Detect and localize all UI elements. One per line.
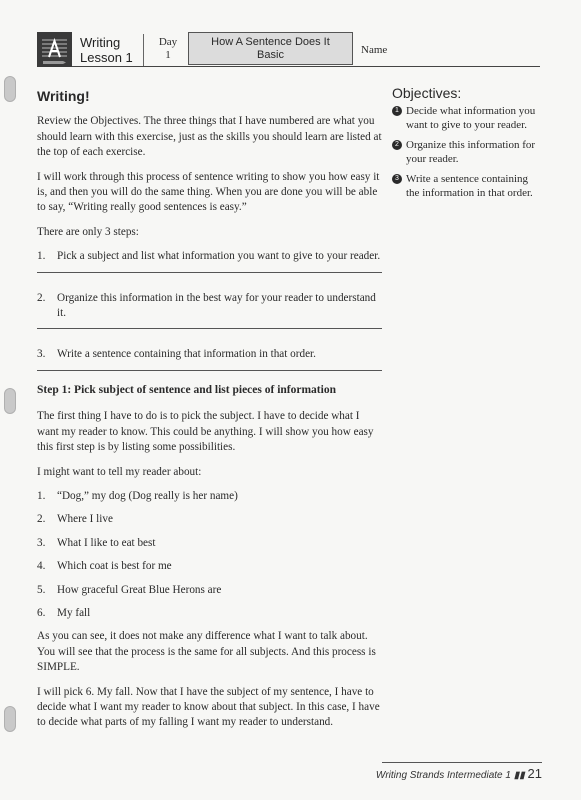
- name-line[interactable]: [72, 66, 540, 67]
- answer-line[interactable]: [37, 327, 382, 329]
- list-number: 2.: [37, 513, 46, 526]
- list-number: 1.: [37, 489, 46, 502]
- objective-text: Write a sentence containing the information in that order.: [406, 173, 533, 199]
- footer-rule: [382, 762, 542, 763]
- step-item: [37, 347, 382, 362]
- divider: [143, 34, 144, 66]
- step-number: 2.: [37, 291, 46, 304]
- book-title: Writing Strands Intermediate 1: [375, 770, 511, 781]
- name-label: Name: [361, 44, 388, 56]
- footer-slash-icon: ▮▮: [513, 770, 528, 781]
- objective-text: Decide what information you want to give to your reader.: [406, 105, 536, 131]
- list-item: [37, 512, 382, 527]
- step1-heading: Step 1: Pick subject of sentence and list pieces of information: [37, 383, 336, 396]
- list-item: [37, 606, 382, 621]
- answer-line[interactable]: [37, 369, 382, 371]
- step-text: Organize this information in the best way for your reader to understand it.: [57, 291, 376, 320]
- lesson-topic-box: [188, 32, 353, 65]
- objective-item: [392, 138, 542, 166]
- list-item: [37, 489, 382, 504]
- list-text: My fall: [57, 606, 91, 619]
- binder-hole-middle: [4, 388, 16, 414]
- list-number: 4.: [37, 560, 46, 573]
- step-number: 3.: [37, 348, 46, 361]
- body-paragraph: I might want to tell my reader about:: [37, 465, 202, 478]
- intro-paragraph: There are only 3 steps:: [37, 225, 139, 238]
- binder-hole-bottom: [4, 706, 16, 732]
- day-text: Day: [158, 36, 178, 48]
- objective-item: [392, 172, 542, 200]
- list-text: How graceful Great Blue Herons are: [57, 583, 222, 596]
- list-item: [37, 559, 382, 574]
- page-footer: [370, 766, 542, 781]
- list-number: 5.: [37, 583, 46, 596]
- objectives-heading: Objectives:: [392, 85, 462, 101]
- main-content: [37, 82, 382, 740]
- list-text: Which coat is best for me: [57, 560, 172, 573]
- objectives-panel: [392, 86, 542, 206]
- step-text: Pick a subject and list what information you want to give to your reader.: [57, 250, 381, 263]
- lesson-number: Lesson 1: [80, 50, 133, 65]
- lesson-header: [37, 32, 540, 68]
- intro-paragraph: Review the Objectives. The three things that I have numbered are what you should learn with this exercise, just as the skills you should learn are listed at the top of each exercise.: [37, 115, 382, 159]
- list-text: Where I live: [57, 513, 113, 526]
- list-item: [37, 583, 382, 598]
- list-text: “Dog,” my dog (Dog really is her name): [57, 489, 238, 502]
- lesson-title: Writing: [80, 35, 121, 50]
- objective-item: [392, 104, 542, 132]
- number-bullet-icon: 3: [392, 174, 402, 184]
- section-heading: Writing!: [37, 88, 90, 104]
- binder-hole-top: [4, 76, 16, 102]
- topic-title: How A Sentence Does It: [211, 36, 330, 48]
- intro-paragraph: I will work through this process of sentence writing to show you how easy it is, and then you will do the same thing. When you are done you will be able to say, “Writing really good sentences is easy.”: [37, 170, 380, 214]
- topic-level: Basic: [257, 49, 284, 61]
- day-number: 1: [165, 49, 171, 61]
- list-number: 6.: [37, 606, 46, 619]
- objective-text: Organize this information for your reader.: [406, 139, 536, 165]
- list-item: [37, 536, 382, 551]
- step-text: Write a sentence containing that information in that order.: [57, 348, 316, 361]
- body-paragraph: As you can see, it does not make any difference what I want to talk about. You will see that the process is the same for all subjects. And this process is SIMPLE.: [37, 630, 376, 674]
- step-item: [37, 291, 382, 322]
- list-text: What I like to eat best: [57, 536, 156, 549]
- body-paragraph: The first thing I have to do is to pick the subject. I have to decide what I want my reader to know. This could be anything. I will show you how easy this first step is by listing some possibilities.: [37, 410, 374, 454]
- step-number: 1.: [37, 250, 46, 263]
- number-bullet-icon: 1: [392, 106, 402, 116]
- page-number: 21: [527, 766, 542, 781]
- step-item: [37, 249, 382, 264]
- list-number: 3.: [37, 536, 46, 549]
- number-bullet-icon: 2: [392, 140, 402, 150]
- body-paragraph: I will pick 6. My fall. Now that I have the subject of my sentence, I have to decide what I want my reader to know about that subject. In this case, I have to decide what parts of my falling I want my reader to understand.: [37, 685, 380, 729]
- day-label: [153, 36, 183, 62]
- writing-logo-icon: [37, 32, 72, 67]
- answer-line[interactable]: [37, 271, 382, 273]
